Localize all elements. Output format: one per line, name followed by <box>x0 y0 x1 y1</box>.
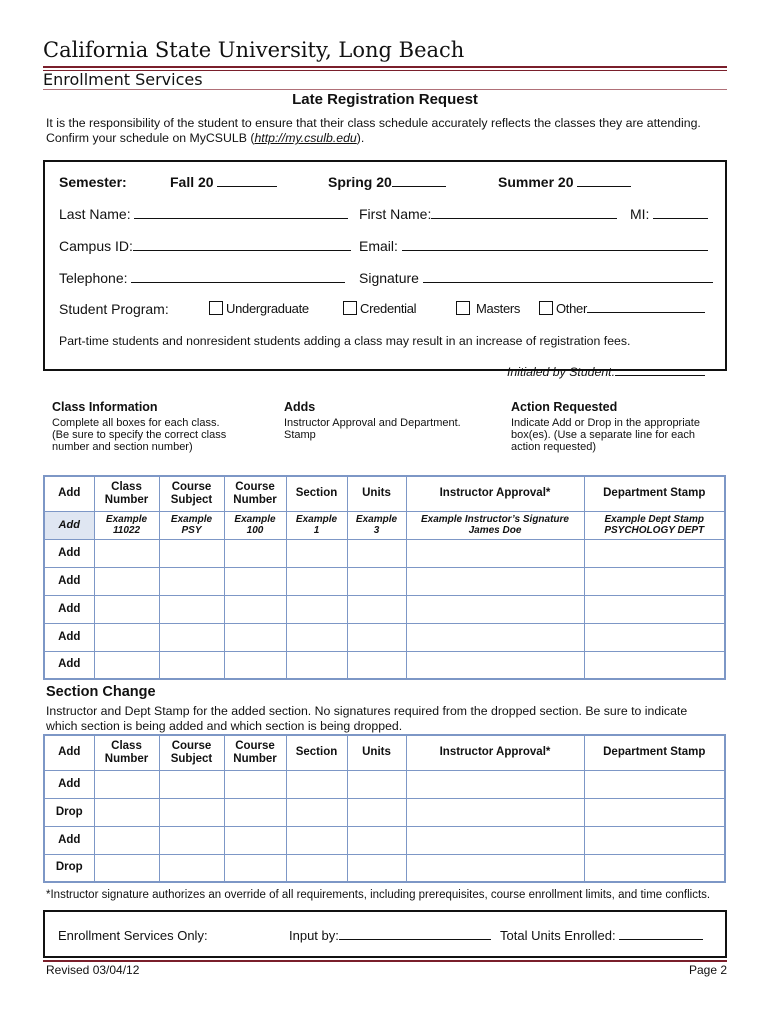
class-number-cell[interactable] <box>94 595 159 623</box>
units-cell[interactable] <box>347 770 406 798</box>
mi-field[interactable] <box>630 206 708 222</box>
last-name-line[interactable] <box>134 207 348 219</box>
table-row[interactable] <box>44 826 725 854</box>
table-row[interactable] <box>44 854 725 882</box>
fee-note: Part-time students and nonresident students adding a class may result in an increase of registration fees. <box>59 334 631 348</box>
semester-label: Semester: <box>59 174 127 190</box>
row-action: Add <box>44 651 94 679</box>
units-cell[interactable] <box>347 623 406 651</box>
intro-line-1: It is the responsibility of the student to ensure that their class schedule accurately reflects the classes they are attending. <box>46 116 701 130</box>
example-section: Example 1 <box>286 511 347 539</box>
header-rule-bottom <box>43 89 727 90</box>
telephone-label: Telephone: <box>59 270 128 286</box>
course-subject-cell[interactable] <box>159 826 224 854</box>
adds-line-1: Instructor Approval and Department. <box>284 417 461 429</box>
example-course-subject: Example PSY <box>159 511 224 539</box>
adds-instructions <box>284 400 461 441</box>
action-line-3: action requested) <box>511 441 596 453</box>
campus-id-line[interactable] <box>133 239 351 251</box>
table-row[interactable] <box>44 770 725 798</box>
undergraduate-checkbox[interactable] <box>209 301 223 315</box>
table-row[interactable] <box>44 623 725 651</box>
row-action: Add <box>44 567 94 595</box>
university-name: California State University, Long Beach <box>43 38 465 62</box>
mi-label: MI: <box>630 206 650 222</box>
course-number-cell[interactable] <box>224 651 286 679</box>
dept-stamp-cell[interactable] <box>584 854 725 882</box>
footnote: *Instructor signature authorizes an override of all requirements, including prerequisites, course enrollment limits, and time conflicts. <box>46 889 711 901</box>
revised-date: Revised 03/04/12 <box>46 963 140 977</box>
section-change-table <box>43 734 726 883</box>
action-line-2: box(es). (Use a separate line for each <box>511 429 696 441</box>
class-number-cell[interactable] <box>94 854 159 882</box>
header-units: Units <box>347 476 406 511</box>
telephone-line[interactable] <box>131 271 345 283</box>
adds-header-row <box>44 476 725 511</box>
dept-stamp-cell[interactable] <box>584 623 725 651</box>
enrollment-services-box <box>43 910 727 958</box>
instructor-cell[interactable] <box>406 567 584 595</box>
enrollment-only-label: Enrollment Services Only: <box>58 928 208 943</box>
action-title: Action Requested <box>511 400 618 414</box>
class-info-title: Class Information <box>52 400 158 414</box>
header-course-number: Course Number <box>224 735 286 770</box>
example-instructor: Example Instructor’s Signature James Doe <box>406 511 584 539</box>
campus-id-field[interactable] <box>59 238 351 254</box>
first-name-label: First Name: <box>359 206 432 222</box>
summer-year-line[interactable] <box>577 175 631 187</box>
course-number-cell[interactable] <box>224 539 286 567</box>
campus-id-label: Campus ID: <box>59 238 133 254</box>
section-cell[interactable] <box>286 595 347 623</box>
class-info-instructions <box>52 400 226 453</box>
fall-field[interactable] <box>170 174 277 190</box>
table-row[interactable] <box>44 567 725 595</box>
dept-stamp-cell[interactable] <box>584 651 725 679</box>
class-number-cell[interactable] <box>94 826 159 854</box>
dept-stamp-cell[interactable] <box>584 595 725 623</box>
class-number-cell[interactable] <box>94 798 159 826</box>
header-class-number: Class Number <box>94 476 159 511</box>
program-credential[interactable] <box>343 301 416 316</box>
program-masters[interactable] <box>456 301 520 316</box>
course-number-cell[interactable] <box>224 567 286 595</box>
class-info-line-2: (Be sure to specify the correct class <box>52 429 227 441</box>
credential-checkbox[interactable] <box>343 301 357 315</box>
header-class-number: Class Number <box>94 735 159 770</box>
header-instructor-approval: Instructor Approval* <box>406 735 584 770</box>
course-subject-cell[interactable] <box>159 854 224 882</box>
section-cell[interactable] <box>286 826 347 854</box>
input-by-field[interactable] <box>289 928 491 943</box>
row-action: Add <box>44 539 94 567</box>
section-change-title: Section Change <box>46 684 156 700</box>
email-line[interactable] <box>402 239 708 251</box>
instructor-cell[interactable] <box>406 623 584 651</box>
units-cell[interactable] <box>347 798 406 826</box>
class-info-line-3: number and section number) <box>52 441 193 453</box>
example-add: Add <box>44 511 94 539</box>
course-number-cell[interactable] <box>224 798 286 826</box>
page-number: Page 2 <box>689 963 728 977</box>
header-course-number: Course Number <box>224 476 286 511</box>
header-course-subject: Course Subject <box>159 476 224 511</box>
header-section: Section <box>286 735 347 770</box>
course-number-cell[interactable] <box>224 826 286 854</box>
example-units: Example 3 <box>347 511 406 539</box>
units-cell[interactable] <box>347 567 406 595</box>
class-number-cell[interactable] <box>94 651 159 679</box>
header-units: Units <box>347 735 406 770</box>
email-field[interactable] <box>359 238 708 254</box>
action-line-1: Indicate Add or Drop in the appropriate <box>511 417 700 429</box>
other-checkbox[interactable] <box>539 301 553 315</box>
header-department-stamp: Department Stamp <box>584 476 725 511</box>
example-class-number: Example 11022 <box>94 511 159 539</box>
course-number-cell[interactable] <box>224 770 286 798</box>
section-cell[interactable] <box>286 539 347 567</box>
dept-stamp-cell[interactable] <box>584 826 725 854</box>
student-info-box <box>43 160 727 379</box>
row-action: Add <box>44 770 94 798</box>
total-units-field[interactable] <box>500 928 703 943</box>
dept-stamp-cell[interactable] <box>584 539 725 567</box>
input-by-label: Input by: <box>289 928 339 943</box>
instructor-cell[interactable] <box>406 770 584 798</box>
section-cell[interactable] <box>286 798 347 826</box>
spring-label: Spring 20 <box>328 174 392 190</box>
class-info-line-1: Complete all boxes for each class. <box>52 417 220 429</box>
course-number-cell[interactable] <box>224 595 286 623</box>
intro-prefix: Confirm your schedule on MyCSULB ( <box>46 131 255 145</box>
total-units-line[interactable] <box>619 928 703 940</box>
header-rule-top <box>43 66 727 68</box>
dept-stamp-cell[interactable] <box>584 567 725 595</box>
semester-row <box>59 174 127 190</box>
section-cell[interactable] <box>286 651 347 679</box>
mi-line[interactable] <box>653 207 708 219</box>
header-course-subject: Course Subject <box>159 735 224 770</box>
example-row <box>44 511 725 539</box>
header-department-stamp: Department Stamp <box>584 735 725 770</box>
table-row[interactable] <box>44 539 725 567</box>
summer-label: Summer 20 <box>498 174 574 190</box>
action-instructions <box>511 400 700 453</box>
section-cell[interactable] <box>286 623 347 651</box>
row-action: Add <box>44 826 94 854</box>
instructor-cell[interactable] <box>406 854 584 882</box>
units-cell[interactable] <box>347 539 406 567</box>
row-action: Drop <box>44 854 94 882</box>
example-dept-stamp: Example Dept Stamp PSYCHOLOGY DEPT <box>584 511 725 539</box>
intro-suffix: ). <box>356 131 365 145</box>
email-label: Email: <box>359 238 398 254</box>
masters-checkbox[interactable] <box>456 301 470 315</box>
table-row[interactable] <box>44 798 725 826</box>
undergraduate-label: Undergraduate <box>226 301 309 316</box>
last-name-label: Last Name: <box>59 206 131 222</box>
instructor-cell[interactable] <box>406 651 584 679</box>
footer-rule <box>43 960 727 962</box>
table-row[interactable] <box>44 651 725 679</box>
course-subject-cell[interactable] <box>159 651 224 679</box>
first-name-line[interactable] <box>431 207 617 219</box>
section-cell[interactable] <box>286 567 347 595</box>
course-subject-cell[interactable] <box>159 567 224 595</box>
example-course-number: Example 100 <box>224 511 286 539</box>
section-change-desc-2: which section is being added and which section is being dropped. <box>46 719 403 733</box>
header-section: Section <box>286 476 347 511</box>
section-cell[interactable] <box>286 854 347 882</box>
row-action: Add <box>44 595 94 623</box>
credential-label: Credential <box>360 301 417 316</box>
class-number-cell[interactable] <box>94 539 159 567</box>
header-add: Add <box>44 735 94 770</box>
form-title: Late Registration Request <box>292 91 478 108</box>
mycsulb-link[interactable]: http://my.csulb.edu <box>254 131 357 145</box>
adds-title: Adds <box>284 400 316 414</box>
other-label: Other <box>556 301 588 316</box>
header-add: Add <box>44 476 94 511</box>
course-subject-cell[interactable] <box>159 798 224 826</box>
course-subject-cell[interactable] <box>159 623 224 651</box>
row-action: Drop <box>44 798 94 826</box>
section-change-desc-1: Instructor and Dept Stamp for the added section. No signatures required from the dropped section. Be sure to indicate <box>46 704 688 718</box>
input-by-line[interactable] <box>339 928 491 940</box>
fall-year-line[interactable] <box>217 175 277 187</box>
course-number-cell[interactable] <box>224 623 286 651</box>
spring-field[interactable] <box>328 174 446 190</box>
signature-field[interactable] <box>359 270 713 286</box>
initialed-field[interactable] <box>507 364 705 379</box>
section-change-header-row <box>44 735 725 770</box>
initialed-label: Initialed by Student: <box>507 365 616 379</box>
program-undergraduate[interactable] <box>209 301 309 316</box>
section-cell[interactable] <box>286 770 347 798</box>
adds-line-2: Stamp <box>284 429 316 441</box>
header-instructor-approval: Instructor Approval* <box>406 476 584 511</box>
instructor-cell[interactable] <box>406 595 584 623</box>
spring-year-line[interactable] <box>392 175 446 187</box>
units-cell[interactable] <box>347 826 406 854</box>
fall-label: Fall 20 <box>170 174 214 190</box>
signature-label: Signature <box>359 270 419 286</box>
other-line[interactable] <box>587 301 705 313</box>
units-cell[interactable] <box>347 651 406 679</box>
first-name-field[interactable] <box>359 206 617 222</box>
dept-stamp-cell[interactable] <box>584 798 725 826</box>
course-subject-cell[interactable] <box>159 770 224 798</box>
last-name-field[interactable] <box>59 206 348 222</box>
adds-table <box>43 475 726 680</box>
course-subject-cell[interactable] <box>159 595 224 623</box>
course-subject-cell[interactable] <box>159 539 224 567</box>
units-cell[interactable] <box>347 595 406 623</box>
program-label: Student Program: <box>59 301 169 317</box>
instructor-cell[interactable] <box>406 539 584 567</box>
signature-line[interactable] <box>423 271 713 283</box>
class-number-cell[interactable] <box>94 770 159 798</box>
class-number-cell[interactable] <box>94 623 159 651</box>
instructor-cell[interactable] <box>406 826 584 854</box>
initialed-line[interactable] <box>615 364 705 376</box>
row-action: Add <box>44 623 94 651</box>
program-other[interactable] <box>539 301 705 316</box>
total-units-label: Total Units Enrolled: <box>500 928 616 943</box>
intro-line-2 <box>46 131 364 145</box>
department-name: Enrollment Services <box>43 70 203 89</box>
table-row[interactable] <box>44 595 725 623</box>
instructor-cell[interactable] <box>406 798 584 826</box>
units-cell[interactable] <box>347 854 406 882</box>
summer-field[interactable] <box>498 174 631 190</box>
masters-label: Masters <box>476 301 521 316</box>
dept-stamp-cell[interactable] <box>584 770 725 798</box>
telephone-field[interactable] <box>59 270 345 286</box>
course-number-cell[interactable] <box>224 854 286 882</box>
class-number-cell[interactable] <box>94 567 159 595</box>
